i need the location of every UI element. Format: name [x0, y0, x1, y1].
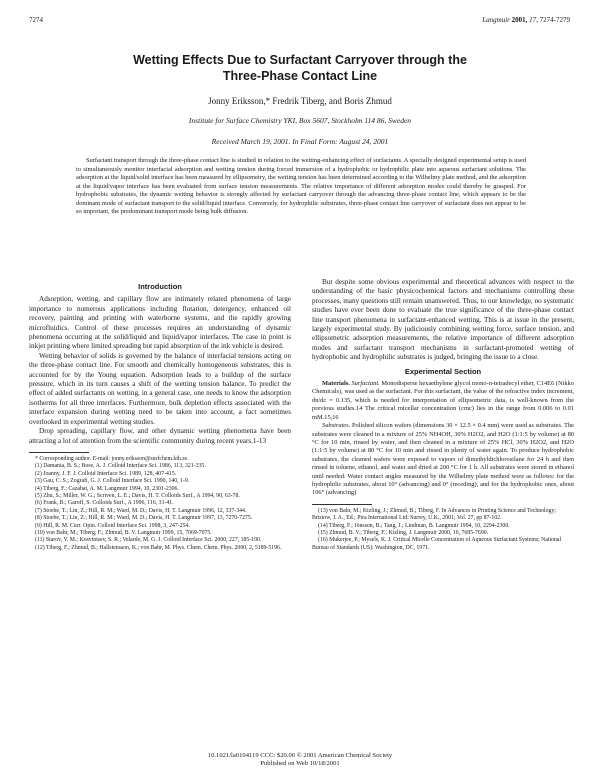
authors: Jonny Eriksson,* Fredrik Tiberg, and Boris Zhmud — [208, 96, 392, 106]
footnote: * Corresponding author. E-mail: jonny.eriksson@surfchem.kth.se. — [35, 455, 189, 462]
substrates-text: Polished silicon wafers (dimensions 30 × 12.5 × 0.4 mm) were used as substrates. The substrates were cleaned in a mixture of 25% NH4OH, 30% H2O2, and H2O (1:1:5 by volume) at 80 °C for 10 min, rinsed by water, and then cleaned in a mixture of 25% HCl, 30% H2O2, and H2O (1:1:5 by volume) at 80 °C for 10 min and rinsed in plenty of water again. To produce hydrophobic substrates, the cleaned wafers were exposed to vapors of dimethyldichlorosilane for 24 h and then rinsed in toluene, ethanol, and water and dried at 200 °C for 1 h. All substrates were stored in ethanol until needed. Water contact angles measured by the Wilhelmy plate method were as follows: for the hydrophilic substrates, about 10° (advancing) and 0° (receding), and for the hydrophobic ones, about 106° (advancing) — [312, 422, 574, 497]
right-column — [312, 278, 574, 552]
substrates-paragraph — [312, 422, 574, 498]
footnote: (15) Zhmud, B. V.; Tiberg, F.; Kizling, J. Langmuir 2000, 16, 7685-7690. — [318, 529, 489, 536]
materials-label: Materials. — [322, 380, 350, 388]
left-column — [29, 278, 291, 552]
intro-paragraph-2: Wetting behavior of solids is governed by the balance of interfacial tensions acting on the three-phase contact line. For smooth and chemically homogeneous substrates, this is accounted for by the Young equation. Adsorption leads to a buildup of the surface pressure, which in its turn causes a shift of the wetting tension balance. To predict the effect of added surfactants on wetting, in a general case, one needs to know the adsorption isotherms for all three interfaces. Furthermore, bulk depletion effects associated with the interface expansion during wetting need to be taken into account, a fact sometimes overlooked in experimental wetting studies. — [29, 351, 291, 426]
footnote: (7) Stoebe, T.; Lin, Z.; Hill, R. M.; Ward, M. D.; Davis, H. T. Langmuir 1996, 12, 337-344. — [35, 507, 247, 514]
affiliation: Institute for Surface Chemistry YKI, Box 5607, Stockholm 114 86, Sweden — [188, 116, 412, 125]
footnote-divider-right — [312, 504, 372, 505]
right-paragraph-1: But despite some obvious experimental and theoretical advances with respect to the understanding of the basic physicochemical factors and mechanisms controlling these processes, many questions still remain unanswered. Thus, to our knowledge, no systematic studies have ever been done to evaluate the true significance of the three-phase contact line transport phenomena in surfactant-enhanced wetting. This is at issue in the present, largely experimental study. By judiciously combining wetting force, surface tension, and ellipsometric adsorption measurements, the relative importance of different adsorption modes and surfactant transport mechanisms in surfactant-promoted wetting of hydrophobic and hydrophilic substrates is judged, bringing the issue to a close. — [312, 278, 574, 362]
doi-line: 10.1021/la0104119 CCC: $20.00 © 2001 American Chemical Society — [207, 752, 393, 759]
intro-paragraph-3: Drop spreading, capillary flow, and other dynamic wetting phenomena have been attracting a lot of attention from the scientific community during recent years.1-13 — [29, 427, 291, 445]
materials-text: Monodisperse hexaethylene glycol mono-n-tetradecyl ether, C14E6 (Nikko Chemicals), was used as the surfactant. For this surfactant, the value of the refractive index increment, dn/dc = 0.135, which is needed for interpretation of ellipsometric data, is well-known from the previous studies.14 The critical micellar concentration (cmc) lies in the range from 0.006 to 0.01 mM.15,16 — [312, 380, 574, 421]
introduction-heading: Introduction — [138, 282, 182, 291]
footnote: (3) Gau, C. S.; Zografi, G. J. Colloid Interface Sci. 1990, 140, 1-9. — [35, 478, 190, 485]
article-title — [0, 52, 600, 84]
footnote: (9) Hill, R. M. Curr. Opin. Colloid Interface Sci. 1998, 3, 247-254. — [35, 522, 190, 529]
right-footnotes — [312, 508, 574, 552]
footnote: (13) von Bahr, M.; Kizling, J.; Zhmud, B.; Tiberg, F. In Advances in Printing Science and Technology; Bristow, J. A., Ed.; Pira International Ltd: Surrey, U.K., 2001; Vol. 27, pp 87-102. — [312, 507, 556, 522]
experimental-heading: Experimental Section — [404, 366, 482, 376]
footnote: (12) Tiberg, F.; Zhmud, B.; Hallstensson, K.; von Bahr, M. Phys. Chem. Chem. Phys. 2000, 2, 5189-5196. — [35, 544, 282, 551]
footnote: (5) Zhu, S.; Miller, W. G.; Scriven, L. E.; Davis, H. T. Colloids Surf., A 1994, 90, 63-78. — [35, 492, 240, 499]
footnote-divider — [29, 452, 89, 453]
footnote: (8) Stoebe, T.; Lin, Z.; Hill, R. M.; Ward, M. D.; Davis, H. T. Langmuir 1997, 13, 7270-7275. — [35, 515, 253, 522]
footnote: (1) Damania, B. S.; Bose, A. J. Colloid Interface Sci. 1986, 113, 321-335. — [35, 463, 206, 470]
footnote: (4) Tiberg, F.; Cazabat, A. M. Langmuir 1994, 10, 2301-2306. — [35, 485, 179, 492]
bottom-info — [0, 752, 600, 768]
journal-year: 2001, — [511, 16, 528, 24]
footnote: (16) Mukerjee, P.; Mysels, K. J. Critical Micelle Concentration of Aqueous Surfactant Systems; National Bureau of Standards (US): Washington, DC, 1971. — [312, 537, 562, 551]
footnote: (2) Joanny, J. F. J. Colloid Interface Sci. 1989, 128, 407-415. — [35, 470, 177, 477]
footnote: (10) von Bahr, M.; Tiberg, F.; Zhmud, B. V. Langmuir 1999, 15, 7069-7075. — [35, 529, 212, 536]
footnote: (11) Starov, V. M.; Kosvintsev, S. R.; Velarde, M. G. J. Colloid Interface Sci. 2000, 227, 185-190. — [35, 537, 262, 544]
page-number: 7274 — [29, 16, 43, 24]
left-footnotes — [29, 456, 291, 552]
journal-name: Langmuir — [482, 16, 510, 24]
abstract-text: Surfactant transport through the three-phase contact line is studied in relation to the wetting-enhancing effect of surfactants. A specially designed experimental setup is used to simultaneously monitor interfacial adsorption and wetting tension during forced immersion of a hydrophobic or hydrophilic plate into aqueous surfactant solutions. The adsorption at the liquid/solid interface has been measured by ellipsometry, the wetting tension has been determined according to the Wilhelmy plate method, and the adsorption at the liquid/vapor interface has been evaluated from surface tension measurements. The relative importance of different adsorption modes could thereby be grasped. For hydrophobic substrates, the dynamic wetting behavior is strongly affected by surfactant carryover through the advancing three-phase contact line, which appears to be the dominant mode of surfactant transport to the solid/liquid interface. Conversely, for hydrophilic substrates, three-phase contact line carryover of surfactant does not appear to be so important, the predominant transport mode being bulk diffusion. — [76, 157, 526, 215]
journal-citation — [482, 16, 570, 24]
received-dates: Received March 19, 2001. In Final Form: August 24, 2001 — [211, 137, 389, 146]
surfactant-label: Surfactant. — [351, 380, 380, 388]
footnote: (6) Frank, B.; Garoff, S. Colloids Surf., A 1996, 116, 31-41. — [35, 500, 174, 507]
intro-paragraph-1: Adsorption, wetting, and capillary flow are intimately related phenomena of large importance to numerous applications including flotation, detergency, enhanced oil recovery, painting and printing with waterborne systems, and the rapidly growing microfluidics. Control of these processes requires an understanding of dynamic phenomena occurring at the solid/liquid and liquid/vapor interfaces. The case in point is inkjet printing where limited spreading but rapid absorption of the ink vehicle is desired. — [29, 295, 291, 351]
journal-volume: 17, — [529, 16, 538, 24]
journal-pages: 7274-7279 — [539, 16, 570, 24]
footnote: (14) Tiberg, F.; Jönsson, B.; Tang, J.; Lindman, B. Langmuir 1994, 10, 2294-2300. — [318, 522, 510, 529]
abstract — [76, 157, 526, 217]
materials-paragraph — [312, 380, 574, 422]
substrates-label: Substrates. — [322, 422, 351, 430]
title-line-2: Three-Phase Contact Line — [222, 69, 378, 83]
published-line: Published on Web 10/18/2001 — [260, 760, 340, 767]
title-line-1: Wetting Effects Due to Surfactant Carryover through the — [133, 53, 467, 67]
